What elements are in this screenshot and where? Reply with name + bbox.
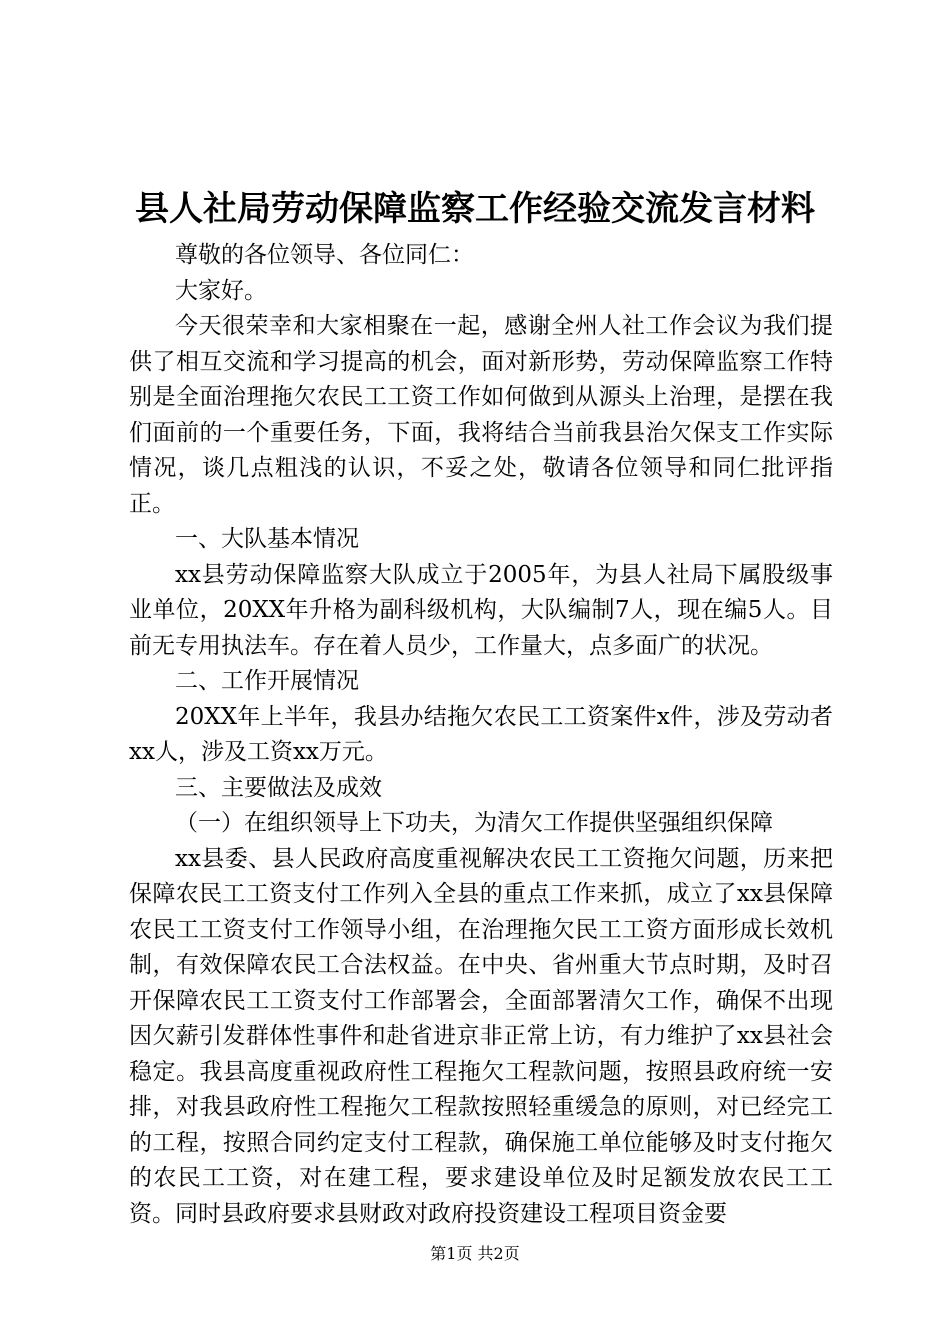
intro-paragraph: 今天很荣幸和大家相聚在一起，感谢全州人社工作会议为我们提供了相互交流和学习提高的机会，面对新形势，劳动保障监察工作特别是全面治理拖欠农民工工资工作如何做到从源头上治理，是摆在我们面前的一个重要任务，下面，我将结合当前我县治欠保支工作实际情况，谈几点粗浅的认识，不妥之处，敬请各位领导和同仁批评指正。	[129, 313, 833, 517]
document-title: 县人社局劳动保障监察工作经验交流发言材料	[135, 189, 815, 229]
subsection-1-paragraph: xx县委、县人民政府高度重视解决农民工工资拖欠问题，历来把保障农民工工资支付工作列入全县的重点工作来抓，成立了xx县保障农民工工资支付工作领导小组，在治理拖欠民工工资方面形成长效机制，有效保障农民工合法权益。在中央、省州重大节点时期，及时召开保障农民工工资支付工作部署会，全面部署清欠工作，确保不出现因欠薪引发群体性事件和赴省进京非正常上访，有力维护了xx县社会稳定。我县高度重视政府性工程拖欠工程款问题，按照县政府统一安排，对我县政府性工程拖欠工程款按照轻重缓急的原则，对已经完工的工程，按照合同约定支付工程款，确保施工单位能够及时支付拖欠的农民工工资，对在建工程，要求建设单位及时足额发放农民工工资。同时县政府要求县财政对政府投资建设工程项目资金要	[129, 845, 833, 1227]
section-1-paragraph: xx县劳动保障监察大队成立于2005年，为县人社局下属股级事业单位，20XX年升格为副科级机构，大队编制7人，现在编5人。目前无专用执法车。存在着人员少，工作量大，点多面广的状况。	[129, 561, 833, 659]
section-2-paragraph: 20XX年上半年，我县办结拖欠农民工工资案件x件，涉及劳动者xx人，涉及工资xx万元。	[129, 703, 833, 765]
greeting-line: 大家好。	[175, 277, 267, 304]
salutation: 尊敬的各位领导、各位同仁：	[175, 242, 474, 268]
subsection-heading-1: （一）在组织领导上下功夫，为清欠工作提供坚强组织保障	[175, 810, 773, 836]
section-heading-3: 三、主要做法及成效	[175, 774, 382, 801]
page-footer: 第1页 共2页	[430, 1244, 520, 1263]
document-body	[129, 238, 833, 1232]
section-heading-2: 二、工作开展情况	[175, 668, 359, 694]
section-heading-1: 一、大队基本情况	[175, 526, 359, 552]
